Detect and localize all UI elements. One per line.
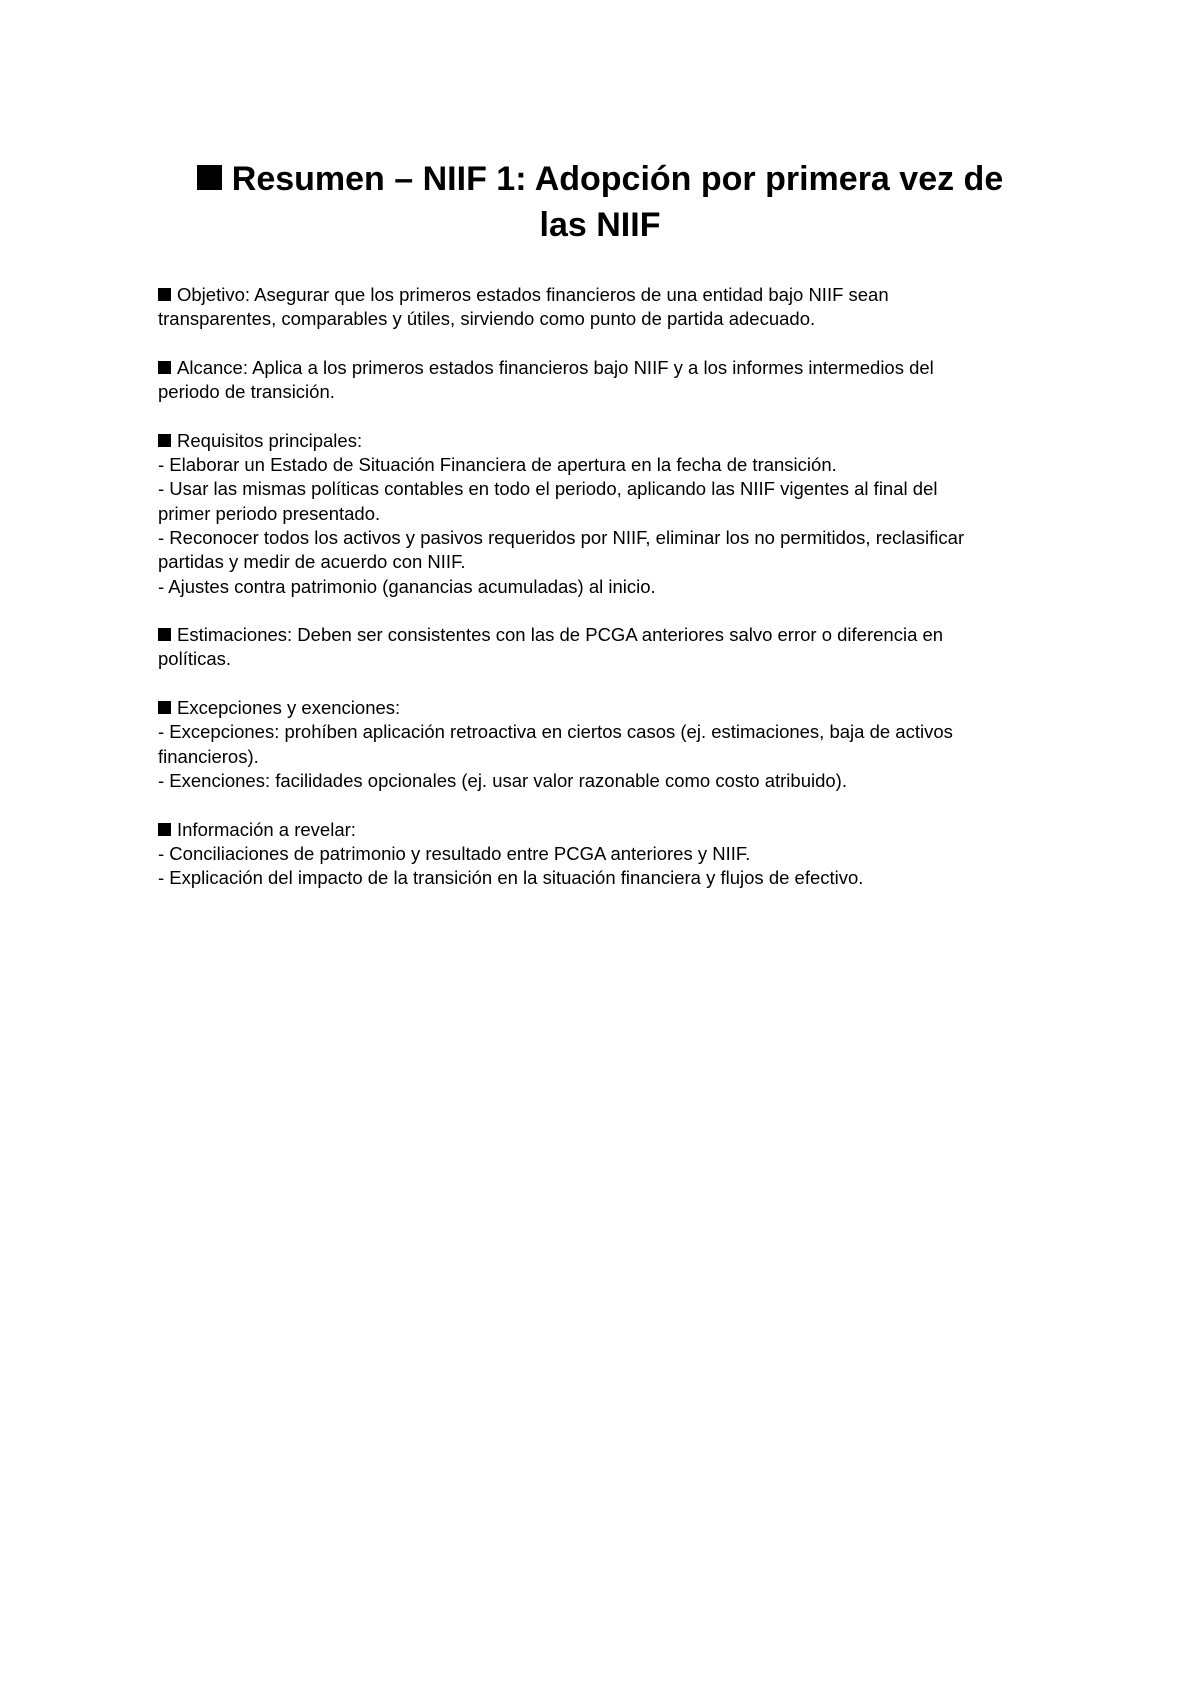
square-bullet-icon — [158, 434, 171, 447]
list-item: - Usar las mismas políticas contables en todo el periodo, aplicando las NIIF vigentes al final del — [158, 478, 938, 500]
square-bullet-icon — [158, 628, 171, 641]
square-bullet-icon — [158, 701, 171, 714]
list-item: partidas y medir de acuerdo con NIIF. — [158, 551, 466, 573]
section-heading: Información a revelar: — [158, 818, 1058, 842]
title-line-2: las NIIF — [539, 206, 661, 244]
section-line: Objetivo: Asegurar que los primeros estados financieros de una entidad bajo NIIF sean — [158, 283, 1058, 307]
list-item: - Elaborar un Estado de Situación Financiera de apertura en la fecha de transición. — [158, 454, 837, 476]
section-requisitos — [158, 429, 1058, 599]
list-item: - Excepciones: prohíben aplicación retroactiva en ciertos casos (ej. estimaciones, baja de activos — [158, 721, 953, 743]
page-title — [150, 156, 1050, 248]
title-line-1: Resumen – NIIF 1: Adopción por primera vez de — [150, 156, 1050, 202]
section-alcance — [158, 356, 1058, 405]
section-objetivo — [158, 283, 1058, 332]
square-bullet-icon — [158, 288, 171, 301]
section-informacion — [158, 818, 1058, 891]
list-item: financieros). — [158, 745, 259, 767]
section-line: políticas. — [158, 648, 232, 670]
section-excepciones — [158, 696, 1058, 793]
section-line: Alcance: Aplica a los primeros estados financieros bajo NIIF y a los informes intermedios del — [158, 356, 1058, 380]
section-estimaciones — [158, 623, 1058, 672]
square-bullet-icon — [158, 361, 171, 374]
list-item: - Conciliaciones de patrimonio y resultado entre PCGA anteriores y NIIF. — [158, 842, 751, 864]
list-item: - Ajustes contra patrimonio (ganancias acumuladas) al inicio. — [158, 575, 656, 597]
square-bullet-icon — [197, 165, 222, 190]
section-heading: Excepciones y exenciones: — [158, 696, 1058, 720]
list-item: - Exenciones: facilidades opcionales (ej. usar valor razonable como costo atribuido). — [158, 769, 847, 791]
list-item: - Explicación del impacto de la transición en la situación financiera y flujos de efectivo. — [158, 867, 864, 889]
section-line: transparentes, comparables y útiles, sirviendo como punto de partida adecuado. — [158, 308, 816, 330]
square-bullet-icon — [158, 823, 171, 836]
section-line: Estimaciones: Deben ser consistentes con las de PCGA anteriores salvo error o diferencia en — [158, 623, 1058, 647]
list-item: - Reconocer todos los activos y pasivos requeridos por NIIF, eliminar los no permitidos, reclasificar — [158, 526, 965, 548]
section-line: periodo de transición. — [158, 381, 335, 403]
section-heading: Requisitos principales: — [158, 429, 1058, 453]
list-item: primer periodo presentado. — [158, 502, 381, 524]
document-body — [158, 283, 1058, 915]
